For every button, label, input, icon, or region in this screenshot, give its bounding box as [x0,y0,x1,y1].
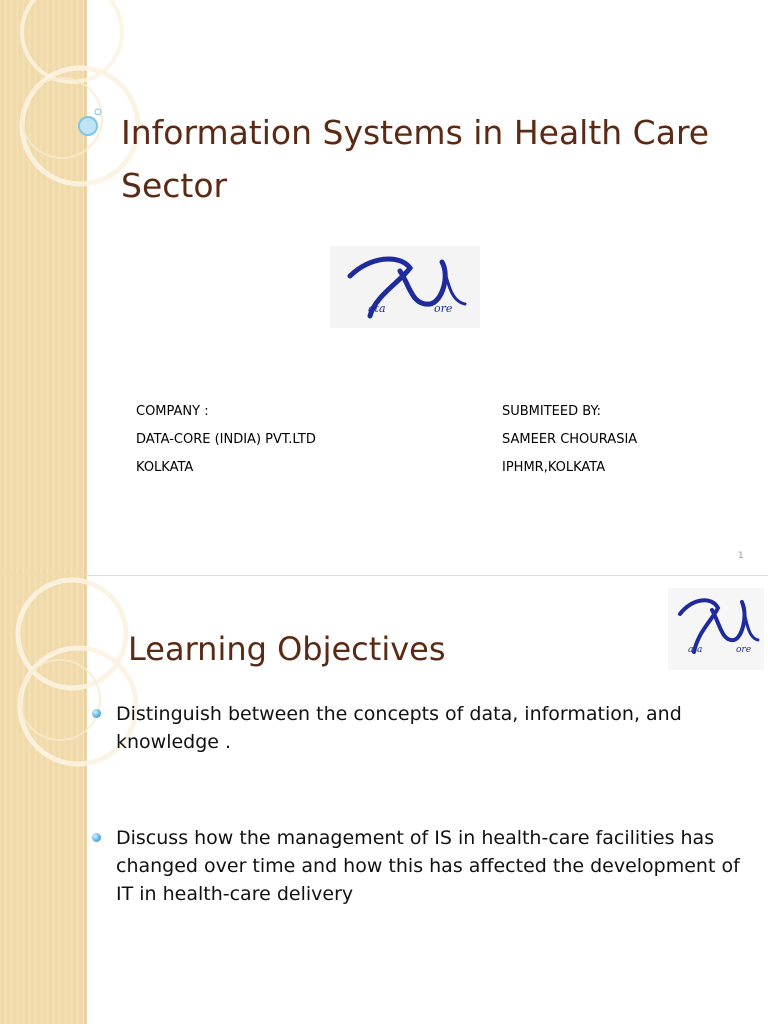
bullet-text: Distinguish between the concepts of data, information, and knowledge . [116,703,682,753]
svg-text:ata: ata [688,645,703,655]
slide-title: Information Systems in Health Care Sector [121,113,710,205]
submitter-institute: IPHMR,KOLKATA [502,460,606,475]
company-label: COMPANY : [136,404,209,419]
company-name: DATA-CORE (INDIA) PVT.LTD [136,432,316,447]
submitter-name: SAMEER CHOURASIA [502,432,638,447]
submitted-label: SUBMITEED BY: [502,404,602,419]
page-number: 1 [738,551,744,561]
svg-text:ore: ore [736,645,752,655]
svg-text:ata: ata [368,302,386,315]
slide-title: Learning Objectives [128,630,446,668]
data-core-logo-icon [330,246,480,328]
svg-text:ore: ore [434,302,453,315]
slide-2 [0,576,768,1024]
list-item [90,700,762,756]
company-block [136,398,316,482]
list-item [90,824,762,908]
submitted-by-block [502,398,637,482]
company-city: KOLKATA [136,460,194,475]
bullet-icon [92,709,101,718]
bullet-icon [92,833,101,842]
data-core-logo-icon [668,588,764,670]
bullet-text: Discuss how the management of IS in health-care facilities has changed over time and how this has affected the development of IT in health-care delivery [116,827,740,905]
decorative-circles [0,0,160,576]
objectives-list [90,700,762,908]
